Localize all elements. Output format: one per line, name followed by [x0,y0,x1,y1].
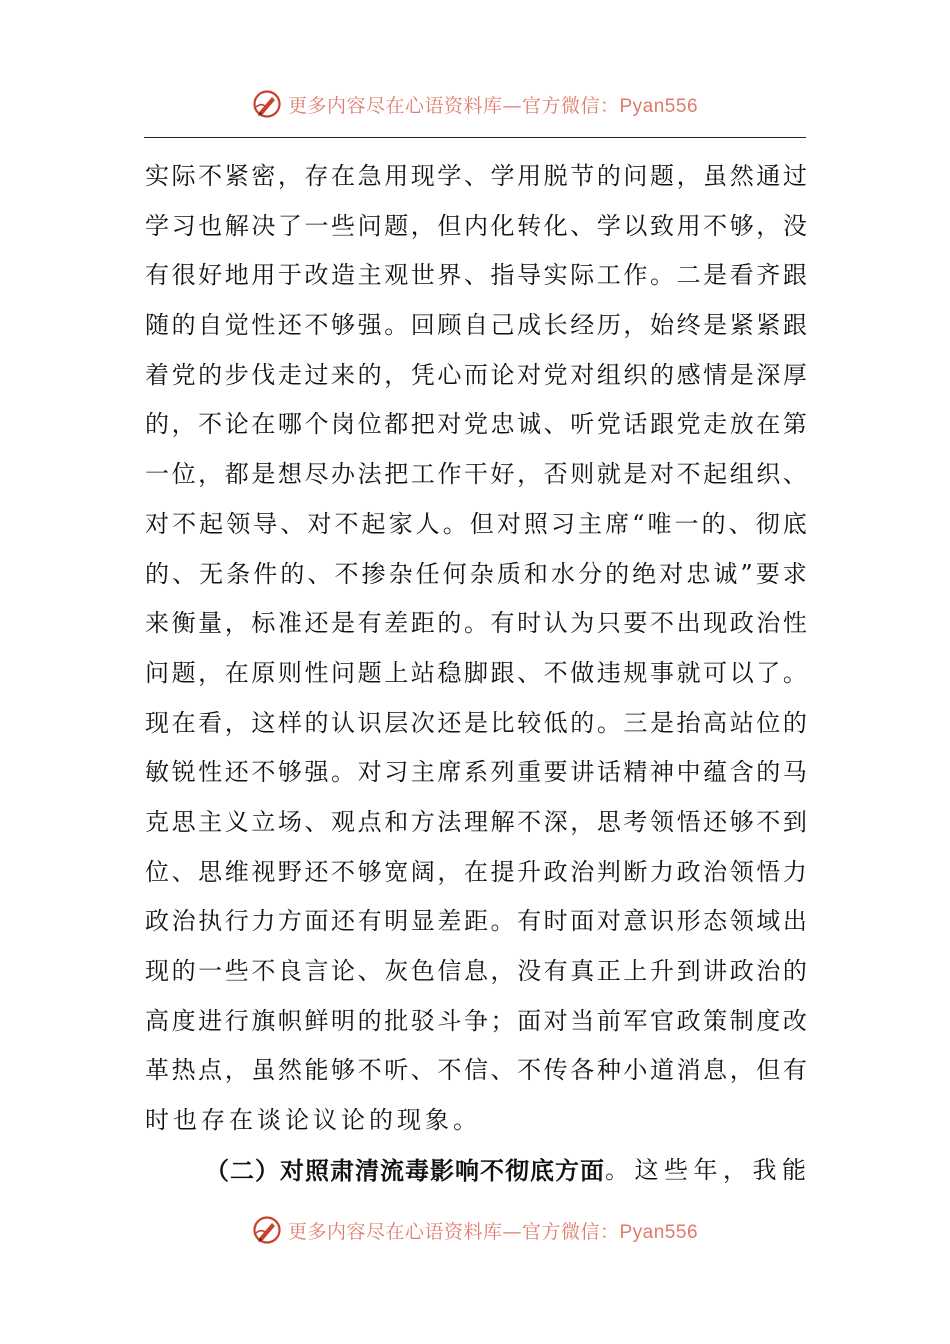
pen-logo-icon [252,1215,282,1245]
text-line: 政 治 执 行 力 方 面 还 有 明 显 差 距 。 有 时 面 对 意 识 形 态 领 域 出 [145,907,807,936]
text-line: 的 ， 不 论 在 哪 个 岗 位 都 把 对 党 忠 诚 、 听 党 话 跟 党 走 放 在 第 [145,410,807,439]
document-body [145,152,807,1195]
text-line: 学 习 也 解 决 了 一 些 问 题 ， 但 内 化 转 化 、 学 以 致 用 不 够 ， 没 [145,211,807,240]
paragraph-last-line: 时也存在谈论议论的现象。 [145,1106,481,1135]
section-heading: （二）对照肃清流毒影响不彻底方面 [205,1155,605,1185]
text-line: 着 党 的 步 伐 走 过 来 的 ， 凭 心 而 论 对 党 对 组 织 的 感 情 是 深 厚 [145,360,807,389]
text-line: 来 衡 量 ， 标 准 还 是 有 差 距 的 。 有 时 认 为 只 要 不 出 现 政 治 性 [145,609,807,638]
header-banner-account: Pyan556 [619,95,699,117]
text-line: 革 热 点 ， 虽 然 能 够 不 听 、 不 信 、 不 传 各 种 小 道 消 息 ， 但 有 [145,1056,807,1085]
text-line: 对 不 起 领 导 、 对 不 起 家 人 。 但 对 照 习 主 席 “ 唯 一 的 、 彻 底 [145,509,807,538]
section-heading-line [145,1146,807,1196]
text-line: 的 、 无 条 件 的 、 不 掺 杂 任 何 杂 质 和 水 分 的 绝 对 忠 诚 ” 要 求 [145,559,807,588]
footer-banner-account: Pyan556 [619,1221,699,1243]
text-line: 敏 锐 性 还 不 够 强 。 对 习 主 席 系 列 重 要 讲 话 精 神 中 蕴 含 的 马 [145,758,807,787]
section-heading-continuation: 。 这 些 年 ， 我 能 [605,1155,807,1184]
text-line: 克 思 主 义 立 场 、 观 点 和 方 法 理 解 不 深 ， 思 考 领 悟 还 够 不 到 [145,807,807,836]
footer-banner [0,1210,950,1250]
header-banner [0,84,950,124]
text-line: 问 题 ， 在 原 则 性 问 题 上 站 稳 脚 跟 、 不 做 违 规 事 就 可 以 了 。 [145,658,807,687]
header-banner-text: 更多内容尽在心语资料库—官方微信：Pyan556 [287,94,699,117]
text-line: 随 的 自 觉 性 还 不 够 强 。 回 顾 自 己 成 长 经 历 ， 始 终 是 紧 紧 跟 [145,311,807,340]
text-line: 位 、 思 维 视 野 还 不 够 宽 阔 ， 在 提 升 政 治 判 断 力 政 治 领 悟 力 [145,857,807,886]
text-line: 一 位 ， 都 是 想 尽 办 法 把 工 作 干 好 ， 否 则 就 是 对 不 起 组 织 、 [145,460,807,489]
text-line: 高 度 进 行 旗 帜 鲜 明 的 批 驳 斗 争 ； 面 对 当 前 军 官 政 策 制 度 改 [145,1006,807,1035]
text-line: 实 际 不 紧 密 ， 存 在 急 用 现 学 、 学 用 脱 节 的 问 题 ， 虽 然 通 过 [145,162,807,190]
pen-logo-icon [252,89,282,119]
text-line: 有 很 好 地 用 于 改 造 主 观 世 界 、 指 导 实 际 工 作 。 二 是 看 齐 跟 [145,261,807,290]
text-line: 现 的 一 些 不 良 言 论 、 灰 色 信 息 ， 没 有 真 正 上 升 到 讲 政 治 的 [145,957,807,985]
header-divider [144,137,806,138]
footer-banner-text: 更多内容尽在心语资料库—官方微信：Pyan556 [287,1220,699,1243]
text-line: 现 在 看 ， 这 样 的 认 识 层 次 还 是 比 较 低 的 。 三 是 抬 高 站 位 的 [145,708,807,737]
